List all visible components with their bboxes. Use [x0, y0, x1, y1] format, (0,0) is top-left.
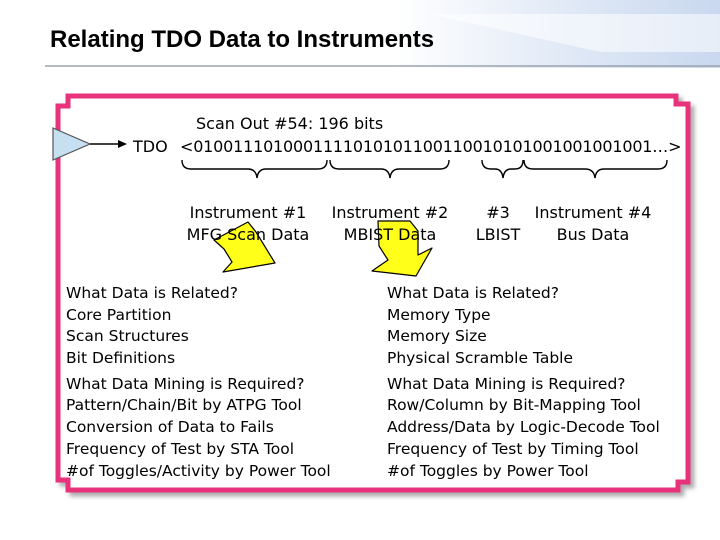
scan-out-header: Scan Out #54: 196 bits — [196, 114, 384, 133]
instrument-1-label — [187, 202, 310, 245]
instrument-4-label — [535, 202, 652, 245]
tdo-label: TDO — [133, 137, 168, 156]
left-info-list — [66, 283, 331, 482]
right-mining-item: Address/Data by Logic-Decode Tool — [387, 418, 660, 437]
instrument-3-name: #3 — [486, 203, 510, 222]
instrument-4-name: Instrument #4 — [534, 203, 652, 222]
instrument-1-type: MFG Scan Data — [186, 224, 310, 244]
right-related-item: Memory Size — [387, 327, 487, 346]
left-mining-item: Frequency of Test by STA Tool — [66, 439, 294, 458]
right-related-heading: What Data is Related? — [387, 284, 559, 302]
left-related-item: Core Partition — [66, 305, 172, 324]
left-mining-item: Conversion of Data to Fails — [66, 418, 274, 437]
instrument-2-label — [332, 202, 449, 245]
left-mining-item: #of Toggles/Activity by Power Tool — [66, 461, 331, 480]
right-mining-item: Row/Column by Bit-Mapping Tool — [387, 396, 641, 415]
tdo-bit-string: <0100111010001111010101100110010101001001001001…> — [180, 137, 682, 156]
instrument-2-type: MBIST Data — [343, 224, 437, 244]
left-related-item: Scan Structures — [66, 327, 189, 346]
right-info-list — [387, 283, 660, 482]
right-mining-heading: What Data Mining is Required? — [387, 374, 626, 393]
instrument-1-name: Instrument #1 — [189, 203, 307, 222]
left-mining-heading: What Data Mining is Required? — [66, 374, 305, 393]
instrument-4-type: Bus Data — [556, 224, 630, 244]
instrument-3-type: LBIST — [475, 224, 521, 244]
instrument-3-label — [476, 202, 521, 245]
right-related-item: Memory Type — [387, 305, 491, 324]
left-related-item: Bit Definitions — [66, 349, 176, 368]
page-title: Relating TDO Data to Instruments — [50, 26, 435, 53]
right-mining-item: Frequency of Test by Timing Tool — [387, 439, 639, 458]
left-mining-item: Pattern/Chain/Bit by ATPG Tool — [66, 396, 302, 415]
right-related-item: Physical Scramble Table — [387, 349, 573, 368]
right-mining-item: #of Toggles by Power Tool — [387, 461, 589, 480]
left-related-heading: What Data is Related? — [66, 284, 238, 302]
instrument-2-name: Instrument #2 — [331, 203, 449, 222]
